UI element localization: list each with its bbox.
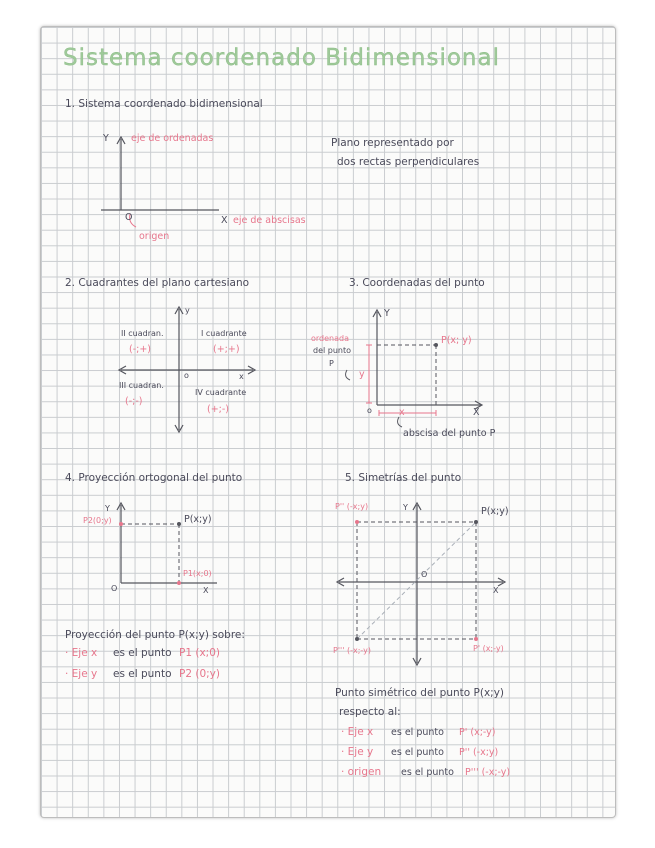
sec3-y: Y xyxy=(384,308,390,319)
quadrant-4-label: IV cuadrante xyxy=(195,388,247,397)
quadrant-3-label: III cuadran. xyxy=(119,381,164,390)
sec3-point: P(x; y) xyxy=(441,335,472,346)
sec2-y: y xyxy=(185,306,190,315)
sec3-ordinate-3: P xyxy=(329,359,334,368)
sec2-origin: o xyxy=(184,371,189,380)
sec4-p2: P2(0;y) xyxy=(83,516,112,525)
sec5-row-3-axis: · origen xyxy=(341,766,382,778)
section-5-heading: 5. Simetrías del punto xyxy=(345,472,462,484)
sec5-row-3-point: P''' (-x;-y) xyxy=(465,767,511,778)
sec3-ordinate-1: ordenada xyxy=(311,334,349,343)
sec1-desc-1: Plano representado por xyxy=(331,137,454,149)
sec4-bullet-2-point: P2 (0;y) xyxy=(179,668,220,680)
sec3-x-var: x xyxy=(399,407,405,418)
sec5-x: X xyxy=(493,586,499,595)
sec5-desc-1: Punto simétrico del punto P(x;y) xyxy=(335,687,505,699)
sec3-y-var: y xyxy=(359,369,365,380)
sec1-x-label: X xyxy=(221,215,228,226)
sec4-bullet-1-point: P1 (x;0) xyxy=(179,647,220,659)
sec1-origin: O xyxy=(125,212,133,223)
sec4-origin: O xyxy=(111,584,118,593)
sec5-row-1-axis: · Eje x xyxy=(341,726,374,738)
sec4-p1: P1(x;0) xyxy=(183,569,212,578)
sec4-bullet-1-axis: · Eje x xyxy=(65,647,98,659)
quadrant-2-label: II cuadran. xyxy=(121,329,164,338)
sec4-y: Y xyxy=(105,504,110,513)
quadrant-2-sign: (-;+) xyxy=(129,344,152,355)
sec1-abscissa-label: eje de abscisas xyxy=(233,215,306,226)
sec4-bullet-2-mid: es el punto xyxy=(113,668,172,680)
sec5-row-2-mid: es el punto xyxy=(391,747,444,758)
sec5-p-triple-prime: P''' (-x;-y) xyxy=(333,646,372,655)
sec5-row-2-axis: · Eje y xyxy=(341,746,374,758)
sec5-axes xyxy=(41,27,615,817)
sec5-p-double-prime: P'' (-x;y) xyxy=(335,502,369,511)
sec1-desc-2: dos rectas perpendiculares xyxy=(337,156,480,168)
page-title: Sistema coordenado Bidimensional xyxy=(63,45,500,71)
sec4-x: X xyxy=(203,586,209,595)
sec5-row-2-point: P'' (-x;y) xyxy=(459,747,499,758)
section-4-heading: 4. Proyección ortogonal del punto xyxy=(65,472,243,484)
sec1-y-label: Y xyxy=(103,133,109,144)
sec5-desc-2: respecto al: xyxy=(339,706,401,718)
sec4-projection-line: Proyección del punto P(x;y) sobre: xyxy=(65,629,245,641)
sec2-x: x xyxy=(239,372,244,381)
sec5-row-3-mid: es el punto xyxy=(401,767,454,778)
quadrant-1-label: I cuadrante xyxy=(201,329,247,338)
sec3-abscissa: abscisa del punto P xyxy=(403,428,496,439)
notebook-page xyxy=(40,26,616,818)
section-3-heading: 3. Coordenadas del punto xyxy=(349,277,485,289)
section-1-heading: 1. Sistema coordenado bidimensional xyxy=(65,98,263,110)
quadrant-1-sign: (+;+) xyxy=(213,344,240,355)
sec5-point: P(x;y) xyxy=(481,506,509,517)
sec4-bullet-2-axis: · Eje y xyxy=(65,668,98,680)
sec4-bullet-1-mid: es el punto xyxy=(113,647,172,659)
section-2-heading: 2. Cuadrantes del plano cartesiano xyxy=(65,277,250,289)
sec4-point: P(x;y) xyxy=(184,514,212,525)
sec1-ordinate-label: eje de ordenadas xyxy=(131,133,214,144)
sec3-x: X xyxy=(473,407,480,418)
sec5-row-1-point: P' (x;-y) xyxy=(459,727,496,738)
sec5-p-prime: P' (x;-y) xyxy=(473,644,504,653)
sec3-origin: o xyxy=(367,406,372,415)
sec3-ordinate-2: del punto xyxy=(313,346,352,355)
sec5-row-1-mid: es el punto xyxy=(391,727,444,738)
quadrant-3-sign: (-;-) xyxy=(125,396,143,407)
sec1-origin-label: origen xyxy=(139,231,170,242)
quadrant-4-sign: (+;-) xyxy=(207,404,230,415)
sec5-y: Y xyxy=(403,503,408,512)
sec5-origin: O xyxy=(421,570,428,579)
